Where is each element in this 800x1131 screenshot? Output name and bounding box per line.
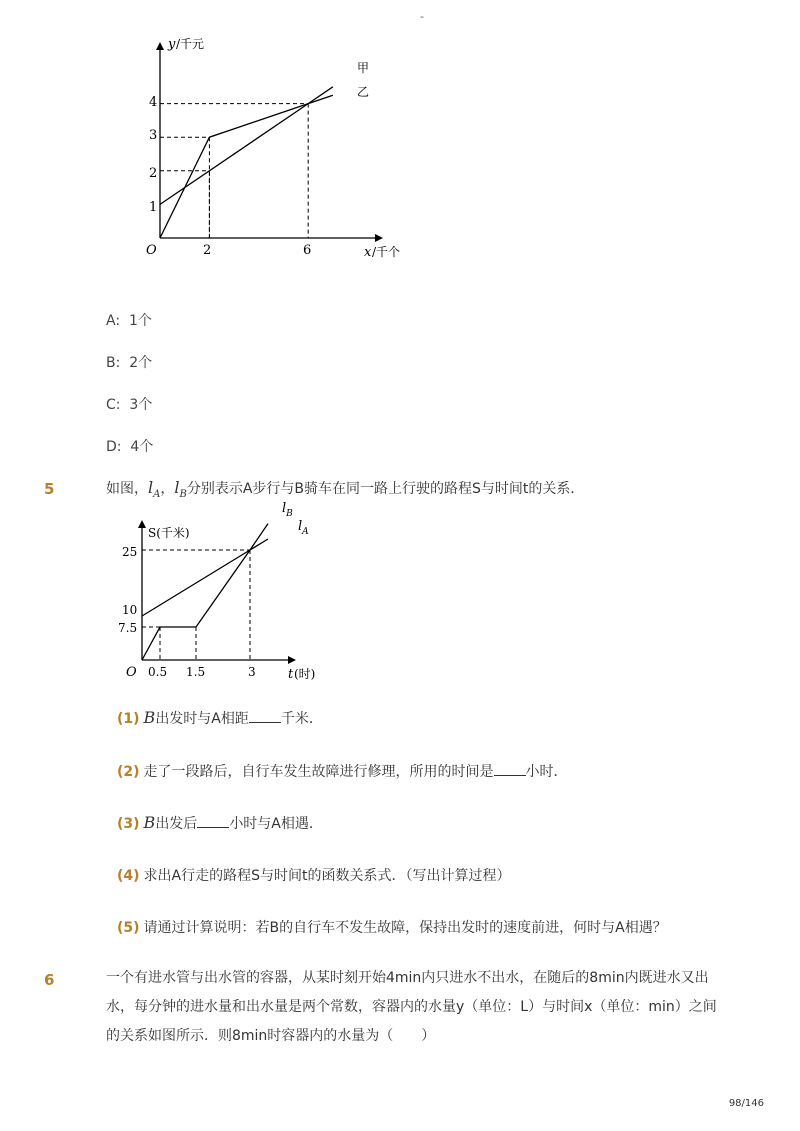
x-tick-label: 6	[303, 243, 312, 258]
question-number: 5	[44, 480, 55, 498]
chart-distance-time	[110, 500, 340, 690]
x-tick-label: 2	[203, 243, 212, 258]
option-letter: A:	[106, 313, 121, 329]
subquestion-3	[117, 813, 323, 833]
option-b[interactable]	[106, 352, 152, 372]
subquestion-2	[117, 761, 568, 781]
x-axis-unit: /千个	[372, 245, 401, 259]
y-tick-label: 4	[149, 95, 158, 110]
subquestion-text: 走了一段路后，自行车发生故障进行修理，所用的时间是	[143, 764, 494, 780]
subquestion-1	[117, 708, 323, 728]
origin-label: O	[146, 243, 157, 258]
subquestion-number: (2)	[117, 764, 140, 780]
subquestion-tail: 小时与A相遇．	[229, 816, 323, 832]
line-label-yi: 乙	[357, 85, 370, 99]
answer-blank[interactable]	[494, 763, 526, 776]
x-axis-var: x	[364, 245, 372, 260]
x-axis-arrow	[288, 656, 296, 664]
x-axis-arrow	[375, 234, 383, 242]
q5-post: 分别表示A步行与B骑车在同一路上行驶的路程S与时间t的关系．	[186, 481, 585, 497]
line-label-jia: 甲	[357, 61, 370, 75]
line-label-la: $l_A$	[298, 519, 309, 537]
y-axis-arrow	[156, 42, 164, 50]
var-b: B	[143, 708, 156, 727]
option-text: 1个	[128, 313, 152, 329]
subquestion-number: (4)	[117, 868, 140, 884]
subquestion-tail: 千米．	[280, 711, 323, 727]
question-5-text	[106, 478, 584, 500]
question-number: 6	[44, 971, 55, 989]
y-tick-label: 10	[122, 603, 138, 617]
y-axis-label: S(千米)	[148, 526, 190, 540]
y-tick-label: 3	[149, 128, 158, 143]
y-tick-label: 7.5	[118, 621, 138, 635]
subquestion-5	[117, 917, 667, 937]
line-label-lb: $l_B$	[282, 501, 293, 519]
option-d[interactable]	[106, 436, 153, 456]
series-line-乙	[160, 87, 333, 205]
y-axis-unit: /千元	[176, 37, 205, 51]
question-6-text: 一个有进水管与出水管的容器，从某时刻开始4min内只进水不出水，在随后的8min内既进水又出水，每分钟的进水量和出水量是两个常数，容器内的水量y（单位：L）与时间x（单位：min）之间的关系如图所示．则8min时容器内的水量为（ ）	[106, 970, 717, 1044]
symbol-la: $l_A$	[148, 478, 161, 501]
answer-blank[interactable]	[249, 710, 281, 723]
top-mark: -	[420, 10, 424, 23]
option-text: 2个	[129, 355, 153, 371]
x-tick-label: 1.5	[186, 665, 206, 679]
q5-pre: 如图，	[106, 481, 148, 497]
page-number: 98/146	[728, 1098, 764, 1109]
subquestion-number: (5)	[117, 920, 140, 936]
subquestion-text: 出发后	[155, 816, 198, 832]
chart-price-lines	[120, 30, 420, 270]
option-text: 4个	[130, 439, 154, 455]
series-line-lA	[142, 539, 268, 616]
y-tick-label: 25	[122, 545, 138, 559]
var-b: B	[143, 813, 156, 832]
option-c[interactable]	[106, 394, 152, 414]
y-axis-var: y	[168, 37, 176, 52]
y-tick-label: 2	[149, 166, 158, 181]
subquestion-text: 出发时与A相距	[155, 711, 249, 727]
option-letter: B:	[106, 355, 121, 371]
subquestion-tail: 小时．	[525, 764, 568, 780]
subquestion-text: 求出A行走的路程S与时间t的函数关系式．（写出计算过程）	[143, 868, 511, 884]
y-axis-arrow	[138, 520, 146, 528]
origin-label: O	[126, 665, 137, 680]
answer-blank[interactable]	[197, 815, 229, 828]
option-letter: C:	[106, 397, 121, 413]
y-tick-label: 1	[149, 200, 158, 215]
subquestion-text: 请通过计算说明：若B的自行车不发生故障，保持出发时的速度前进，何时与A相遇？	[143, 920, 667, 936]
x-axis-unit: (时)	[294, 667, 316, 681]
x-tick-label: 3	[248, 665, 256, 679]
series-line-lB	[142, 524, 268, 660]
x-axis-var: t	[288, 667, 294, 682]
option-a[interactable]	[106, 310, 152, 330]
option-letter: D:	[106, 439, 122, 455]
subquestion-4	[117, 865, 511, 885]
series-line-甲	[160, 95, 333, 238]
subquestion-number: (1)	[117, 711, 140, 727]
symbol-lb: $l_B$	[174, 478, 187, 501]
subquestion-number: (3)	[117, 816, 140, 832]
option-text: 3个	[129, 397, 153, 413]
x-tick-label: 0.5	[148, 665, 168, 679]
q5-sep: ，	[160, 481, 175, 497]
